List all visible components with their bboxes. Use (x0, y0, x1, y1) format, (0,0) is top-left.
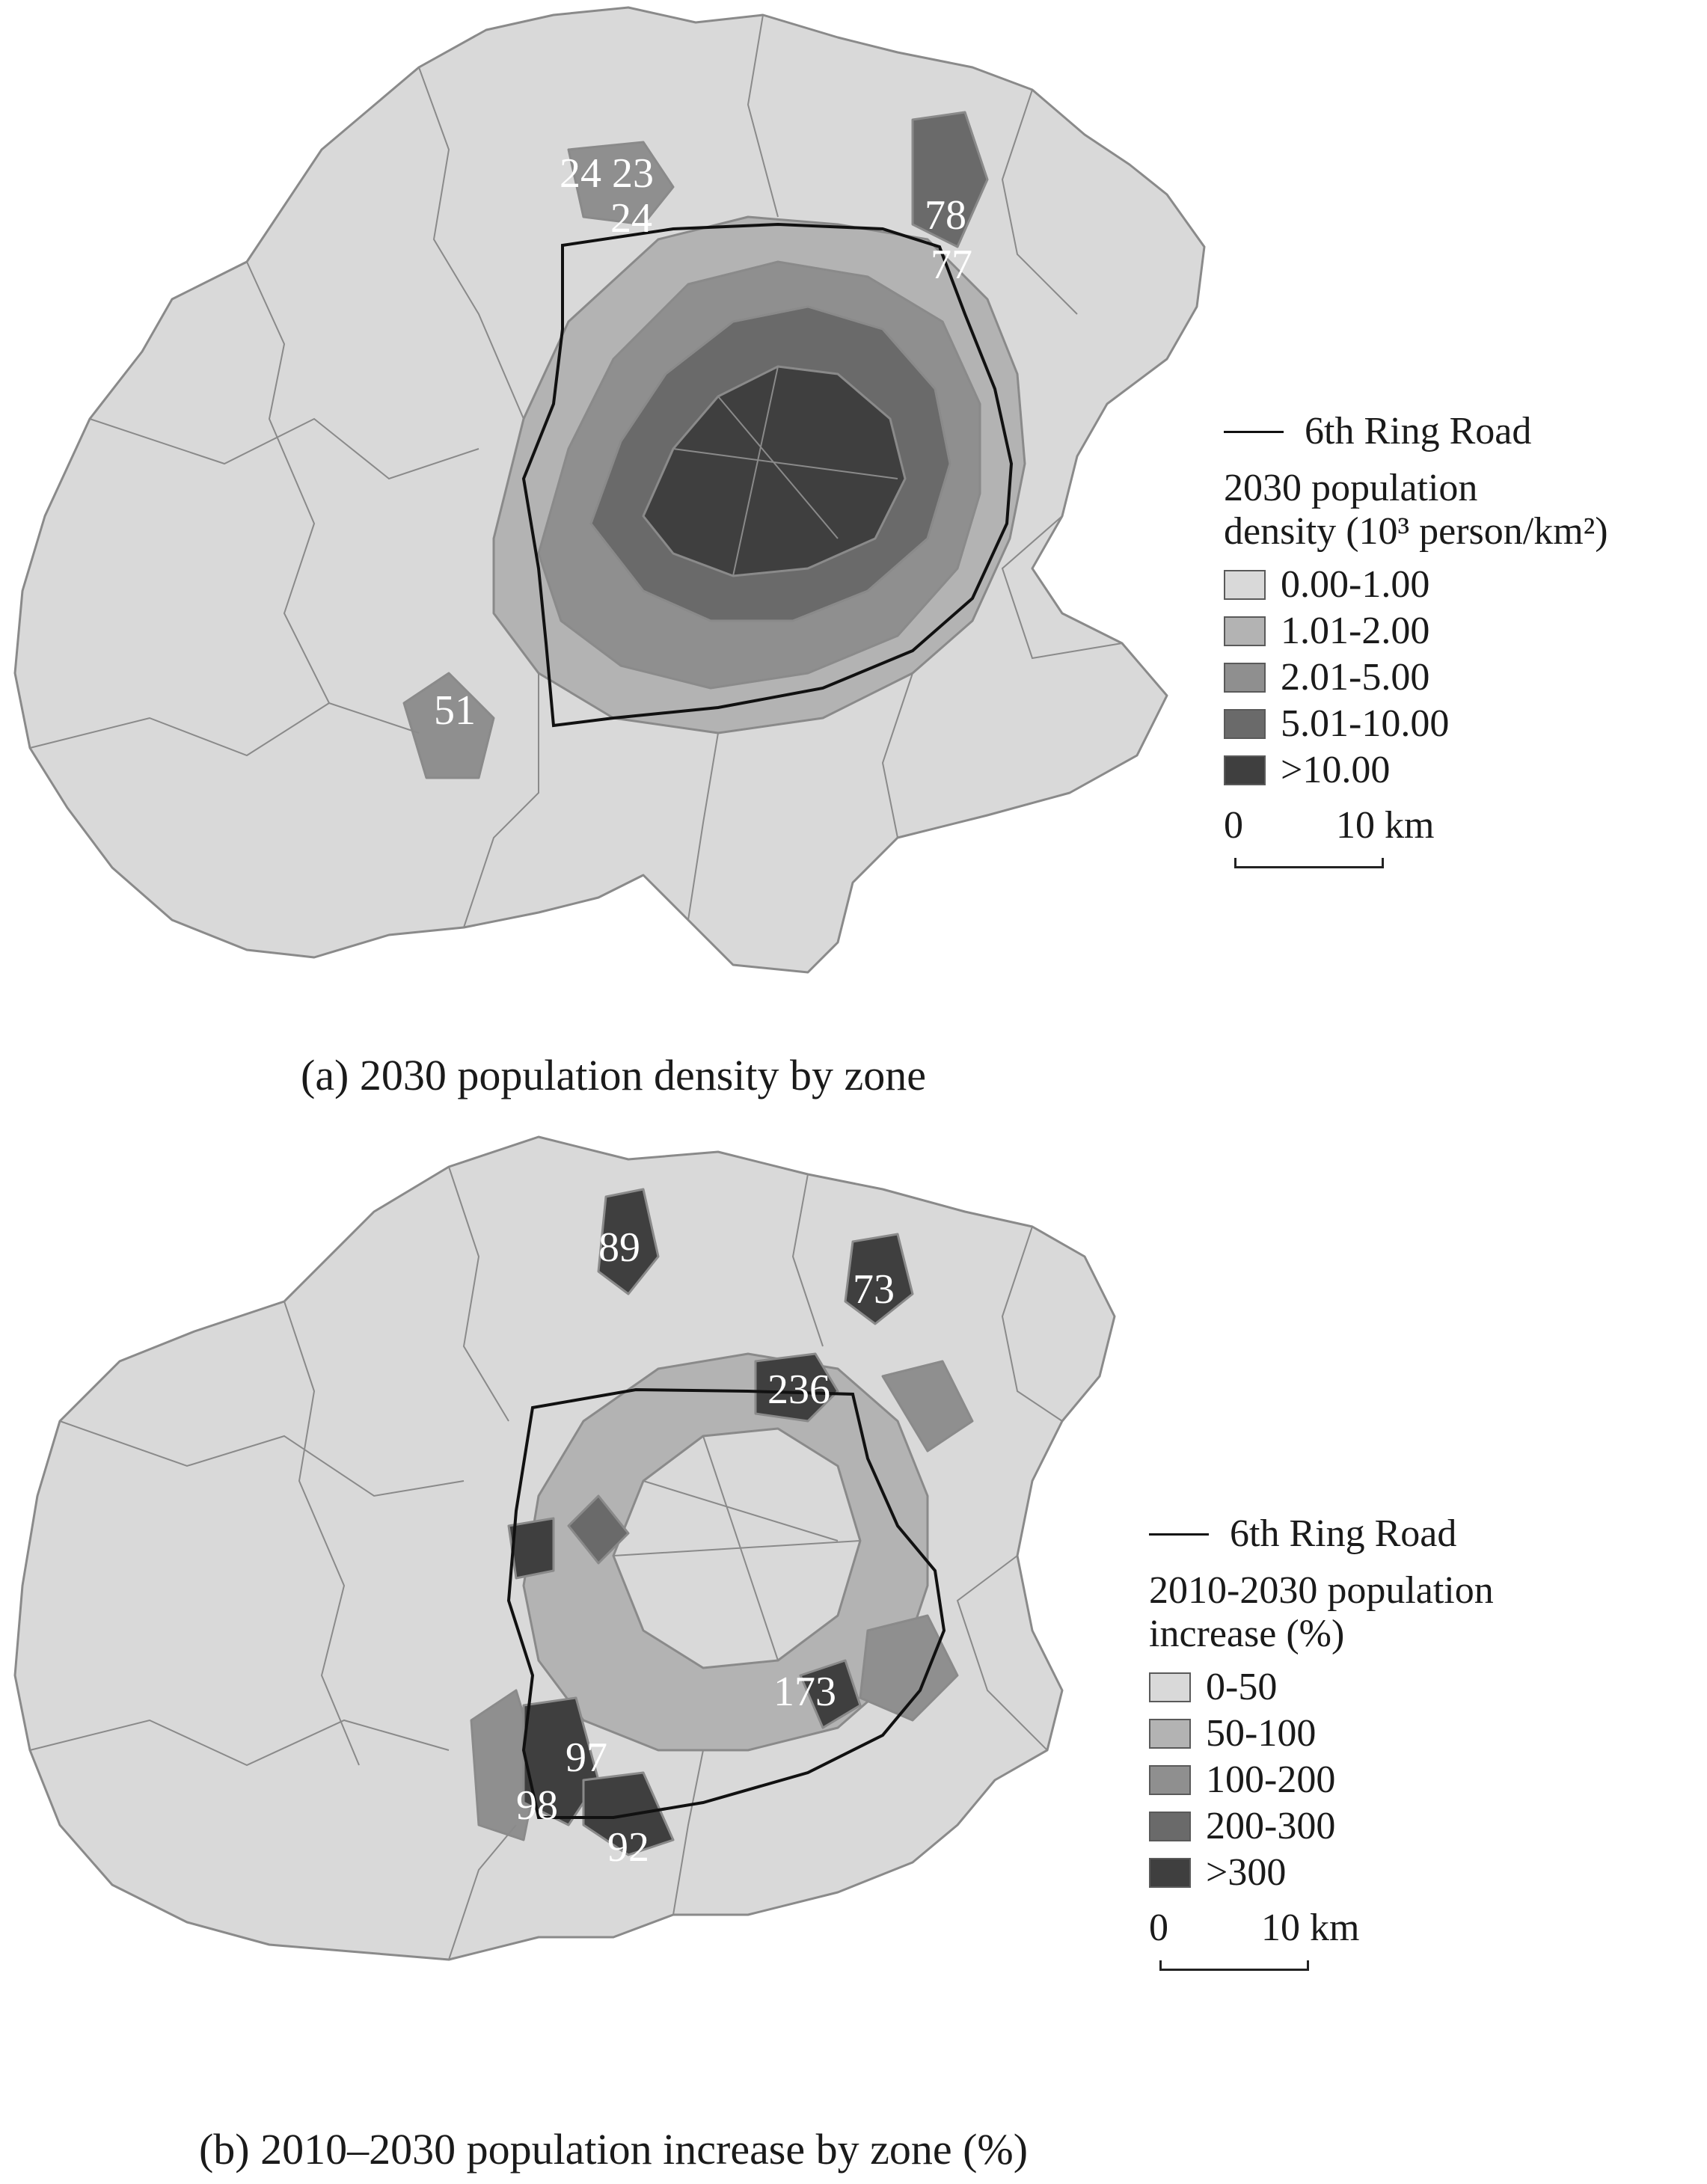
legend-class-label: 1.01-2.00 (1281, 609, 1430, 652)
map-outline (15, 7, 1204, 972)
legend-class (1224, 654, 1608, 701)
legend-swatch (1224, 616, 1266, 646)
zone-label: 24 (560, 150, 601, 197)
panel-b-caption: (b) 2010–2030 population increase by zone (%) (198, 2125, 1029, 2174)
zone-label: 51 (434, 687, 476, 734)
legend-class (1149, 1850, 1494, 1896)
density-map-canvas (0, 0, 1227, 1062)
scale-end-label: 10 km (1261, 1906, 1360, 1949)
zone-label: 78 (925, 192, 966, 239)
map-outline (15, 1137, 1115, 1960)
legend-class (1149, 1664, 1494, 1711)
ring-road-line-icon (1149, 1533, 1209, 1536)
legend-class (1149, 1757, 1494, 1803)
legend-title-line: density (10³ person/km²) (1224, 510, 1608, 553)
legend-title (1224, 467, 1608, 553)
legend-swatch (1149, 1858, 1191, 1888)
legend-title-line: 2010-2030 population (1149, 1569, 1494, 1613)
scale-bar (1224, 803, 1435, 864)
scale-bar (1149, 1906, 1360, 1966)
legend-class (1224, 701, 1608, 747)
scale-start-label: 0 (1149, 1906, 1168, 1949)
legend-class-label: 0-50 (1206, 1665, 1278, 1708)
panel-a-caption: (a) 2030 population density by zone (301, 1051, 926, 1099)
scale-bar-line (1234, 858, 1384, 868)
zone-label: 92 (607, 1824, 649, 1871)
panel-b-increase-map (0, 1107, 1707, 2184)
legend-title-line: 2030 population (1224, 467, 1478, 510)
legend-swatch (1149, 1672, 1191, 1702)
legend-class-label: 200-300 (1206, 1804, 1336, 1847)
scale-start-label: 0 (1224, 803, 1243, 847)
legend-class-label: 0.00-1.00 (1281, 562, 1430, 606)
ring-road-line-icon (1224, 431, 1284, 433)
legend-class-label: >300 (1206, 1850, 1287, 1894)
zone-label: 77 (931, 242, 972, 288)
scale-bar-line (1159, 1960, 1309, 1971)
legend-ring-road-label: 6th Ring Road (1305, 410, 1532, 453)
density-legend (1224, 410, 1608, 864)
legend-swatch (1149, 1765, 1191, 1795)
legend-swatch (1224, 663, 1266, 693)
legend-class (1149, 1711, 1494, 1757)
legend-class (1224, 562, 1608, 608)
legend-class-label: 100-200 (1206, 1758, 1336, 1801)
legend-class-label: 2.01-5.00 (1281, 655, 1430, 699)
legend-swatch (1224, 570, 1266, 600)
increase-map-canvas (0, 1107, 1227, 2124)
legend-class-label: 50-100 (1206, 1711, 1317, 1755)
legend-class-label: >10.00 (1281, 748, 1391, 791)
zone-label: 89 (598, 1224, 640, 1271)
zone-label: 24 (610, 195, 652, 242)
legend-swatch (1149, 1812, 1191, 1841)
zone-label: 97 (566, 1734, 607, 1781)
legend-ring-road-label: 6th Ring Road (1230, 1512, 1457, 1555)
legend-title-line: increase (%) (1149, 1613, 1345, 1656)
legend-class (1224, 747, 1608, 794)
legend-swatch (1149, 1719, 1191, 1749)
scale-end-label: 10 km (1336, 803, 1435, 847)
legend-class (1224, 608, 1608, 654)
legend-ring-road (1224, 410, 1608, 453)
legend-ring-road (1149, 1512, 1494, 1556)
zone-label: 236 (767, 1366, 830, 1413)
zone-label: 173 (773, 1669, 836, 1715)
zone-label: 23 (612, 150, 654, 197)
legend-class (1149, 1803, 1494, 1850)
legend-swatch (1224, 709, 1266, 739)
legend-class-label: 5.01-10.00 (1281, 702, 1450, 745)
legend-swatch (1224, 755, 1266, 785)
zone-label: 73 (853, 1266, 895, 1313)
zone-label: 98 (516, 1782, 558, 1829)
legend-title (1149, 1569, 1494, 1656)
increase-legend (1149, 1512, 1494, 1966)
